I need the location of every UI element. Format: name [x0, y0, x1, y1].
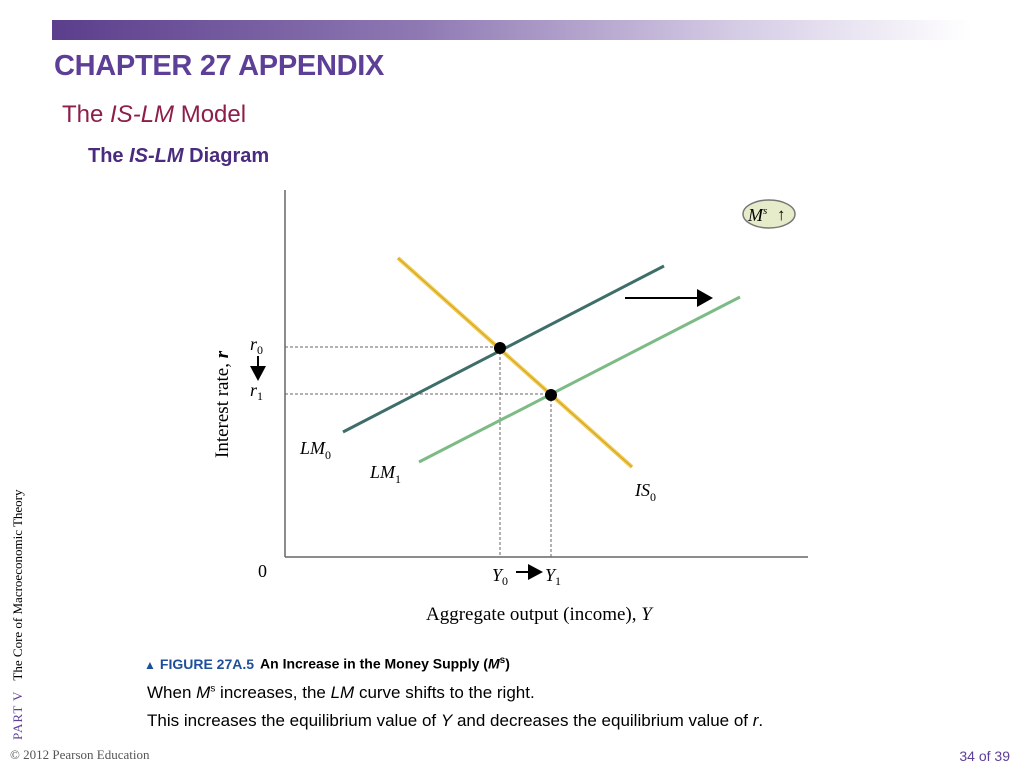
- part-label: PART V: [10, 690, 25, 740]
- figure-caption: [144, 655, 510, 672]
- r0-label: $r_0$: [250, 334, 264, 357]
- line1-sup: s: [210, 683, 216, 695]
- line1-m: M: [196, 683, 211, 702]
- part-sidebar: [10, 440, 32, 740]
- subtitle-pre: The: [62, 101, 111, 128]
- lm1-label: $LM_1$: [370, 462, 402, 486]
- lm0-label: $LM_0$: [300, 438, 332, 462]
- heading-post: Diagram: [183, 145, 270, 167]
- subtitle-post: Model: [174, 101, 247, 128]
- badge-up-arrow-icon: ↑: [777, 205, 786, 224]
- line2-y: Y: [440, 711, 453, 730]
- origin-label: 0: [258, 561, 267, 581]
- caption-post: ): [505, 655, 510, 672]
- line2-r: r: [752, 711, 759, 730]
- line2-a: This increases the equilibrium value of: [147, 711, 441, 730]
- explanation-line-2: [147, 711, 763, 731]
- equilibrium-point-1: [545, 389, 557, 401]
- line1-a: When: [147, 683, 197, 702]
- caption-sup: s: [499, 655, 506, 666]
- badge-label: $M^s$: [748, 205, 768, 225]
- copyright: © 2012 Pearson Education: [10, 747, 150, 762]
- y1-label: $Y_1$: [545, 565, 562, 588]
- caption-text: An Increase in the Money Supply (: [260, 655, 488, 672]
- page-number: 34 of 39: [959, 748, 1010, 764]
- heading-pre: The: [88, 145, 130, 167]
- line1-c: curve shifts to the right.: [354, 683, 535, 702]
- y-right-arrow-icon: [528, 564, 543, 580]
- y0-label: $Y_0$: [492, 565, 509, 588]
- line2-b: and decreases the equilibrium value of: [452, 711, 753, 730]
- r-down-arrow-icon: [250, 366, 266, 381]
- r1-label: $r_1$: [250, 380, 264, 403]
- figure-number: FIGURE 27A.5: [159, 655, 255, 672]
- caption-triangle-icon: ▲: [144, 657, 156, 672]
- y-axis-label: Interest rate, r: [212, 350, 233, 458]
- line1-lm: LM: [330, 683, 355, 702]
- caption-m: M: [487, 655, 500, 672]
- chapter-title: CHAPTER 27 APPENDIX: [54, 50, 385, 82]
- part-title: The Core of Macroeconomic Theory: [10, 489, 25, 681]
- heading-italic: IS-LM: [129, 145, 184, 167]
- line2-c: .: [758, 711, 764, 730]
- x-axis-label: Aggregate output (income), Y: [426, 604, 652, 625]
- subtitle-italic: IS-LM: [110, 101, 175, 128]
- shift-arrow-icon: [697, 289, 713, 307]
- is0-label: $IS_0$: [635, 480, 656, 504]
- equilibrium-point-0: [494, 342, 506, 354]
- line1-b: increases, the: [215, 683, 331, 702]
- is0-curve-core: [398, 258, 632, 467]
- explanation-line-1: [147, 683, 535, 703]
